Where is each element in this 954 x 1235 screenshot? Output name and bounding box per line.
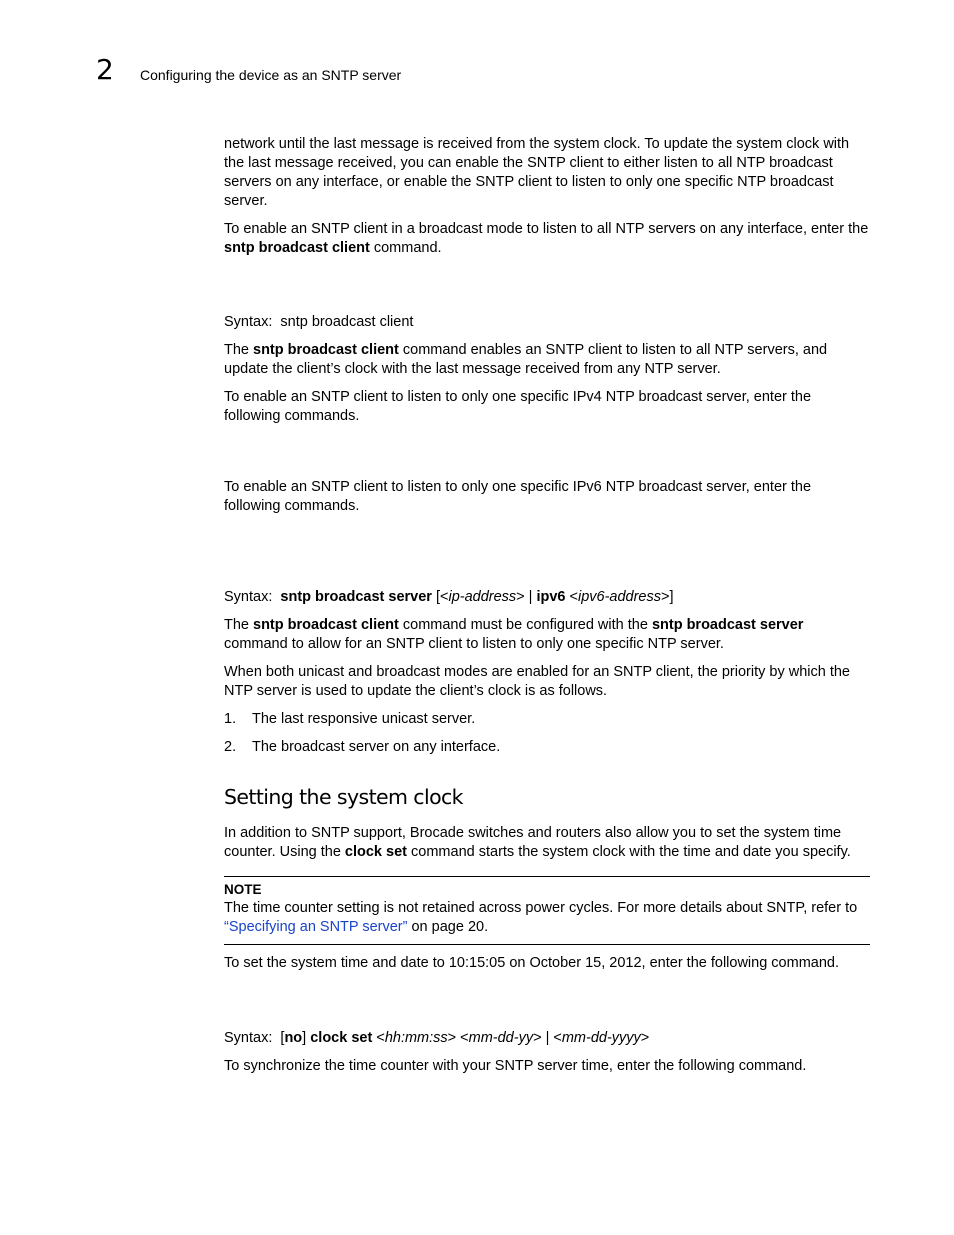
chapter-number: 2 xyxy=(96,53,114,86)
command-text: sntp broadcast client xyxy=(224,240,370,256)
note-label: NOTE xyxy=(224,882,262,897)
running-header: Configuring the device as an SNTP server xyxy=(140,67,402,83)
text: [< xyxy=(431,589,449,605)
text: command must be configured with the xyxy=(398,617,652,633)
paragraph-clock-intro xyxy=(224,824,870,862)
text: < xyxy=(565,589,578,605)
text: command to allow for an SNTP client to listen to only one specific NTP server. xyxy=(224,636,724,652)
syntax-argument: ip-address xyxy=(448,589,517,605)
text: > < xyxy=(447,1030,469,1046)
list-text: The broadcast server on any interface. xyxy=(252,739,501,755)
page-content xyxy=(224,135,870,1076)
paragraph-ipv6: To enable an SNTP client to listen to only one specific IPv6 NTP broadcast server, enter the following commands. xyxy=(224,479,812,514)
list-text: The last responsive unicast server. xyxy=(252,711,476,727)
syntax-argument: mm-dd-yy xyxy=(468,1030,534,1046)
note-box xyxy=(224,876,870,945)
syntax-line xyxy=(224,1029,870,1048)
paragraph-priority: When both unicast and broadcast modes are enabled for an SNTP client, the priority by which the NTP server is used to update the client’s clock is as follows. xyxy=(224,664,850,699)
paragraph-ipv4: To enable an SNTP client to listen to only one specific IPv4 NTP broadcast server, enter the following commands. xyxy=(224,389,812,424)
command-text: sntp broadcast server xyxy=(651,617,804,633)
syntax-label: Syntax: xyxy=(224,314,273,330)
syntax-label: Syntax: xyxy=(224,589,273,605)
paragraph-intro: network until the last message is received from the system clock. To update the system clock with the last message received, you can enable the SNTP client to either listen to all NTP broadcast servers on any interface, or enable the SNTP client to listen to only one specific NTP broadcast server. xyxy=(224,136,850,209)
text: > xyxy=(640,1030,650,1046)
syntax-keyword: no xyxy=(284,1030,303,1046)
syntax-command: clock set xyxy=(310,1030,373,1046)
text: on page 20. xyxy=(407,919,489,935)
list-number: 2. xyxy=(224,739,237,755)
list-item xyxy=(224,738,870,757)
text: >] xyxy=(661,589,674,605)
syntax-line xyxy=(224,313,870,332)
paragraph-broadcast-all xyxy=(224,220,870,258)
command-text: clock set xyxy=(344,844,407,860)
syntax-keyword: ipv6 xyxy=(536,589,566,605)
syntax-argument: ipv6-address xyxy=(577,589,661,605)
text: The xyxy=(224,342,254,358)
syntax-line xyxy=(224,588,870,607)
text: The xyxy=(224,617,254,633)
text: ] xyxy=(302,1030,311,1046)
syntax-command: sntp broadcast server xyxy=(280,589,432,605)
syntax-label: Syntax: xyxy=(224,1030,273,1046)
text: command starts the system clock with the time and date you specify. xyxy=(407,844,851,860)
paragraph-broadcast-client xyxy=(224,341,870,379)
list-number: 1. xyxy=(224,711,237,727)
note-text xyxy=(224,899,870,937)
text: To enable an SNTP client in a broadcast mode to listen to all NTP servers on any interface, enter the xyxy=(224,221,869,237)
section-heading: Setting the system clock xyxy=(224,785,463,809)
list-item xyxy=(224,710,870,729)
syntax-argument: mm-dd-yyyy xyxy=(561,1030,641,1046)
paragraph-set-time: To set the system time and date to 10:15:05 on October 15, 2012, enter the following command. xyxy=(224,955,840,971)
command-text: sntp broadcast client xyxy=(253,342,399,358)
text: > | < xyxy=(533,1030,562,1046)
text: [ xyxy=(280,1030,285,1046)
syntax-argument: hh:mm:ss xyxy=(384,1030,448,1046)
text: > | xyxy=(516,589,537,605)
text: In addition to SNTP support, Brocade switches and routers also allow you to set the system time counter. Using the xyxy=(224,825,842,860)
cross-reference-link[interactable]: “Specifying an SNTP server” xyxy=(224,919,408,935)
syntax-command: sntp broadcast client xyxy=(280,314,414,330)
paragraph-server-requirement xyxy=(224,616,870,654)
text: The time counter setting is not retained across power cycles. For more details about SNTP, refer to xyxy=(224,900,858,916)
text: < xyxy=(372,1030,385,1046)
text: command enables an SNTP client to listen to all NTP servers, and update the client’s clock with the last message received from any NTP server. xyxy=(224,342,828,377)
text: command. xyxy=(369,240,442,256)
command-text: sntp broadcast client xyxy=(253,617,399,633)
paragraph-synchronize: To synchronize the time counter with your SNTP server time, enter the following command. xyxy=(224,1058,807,1074)
